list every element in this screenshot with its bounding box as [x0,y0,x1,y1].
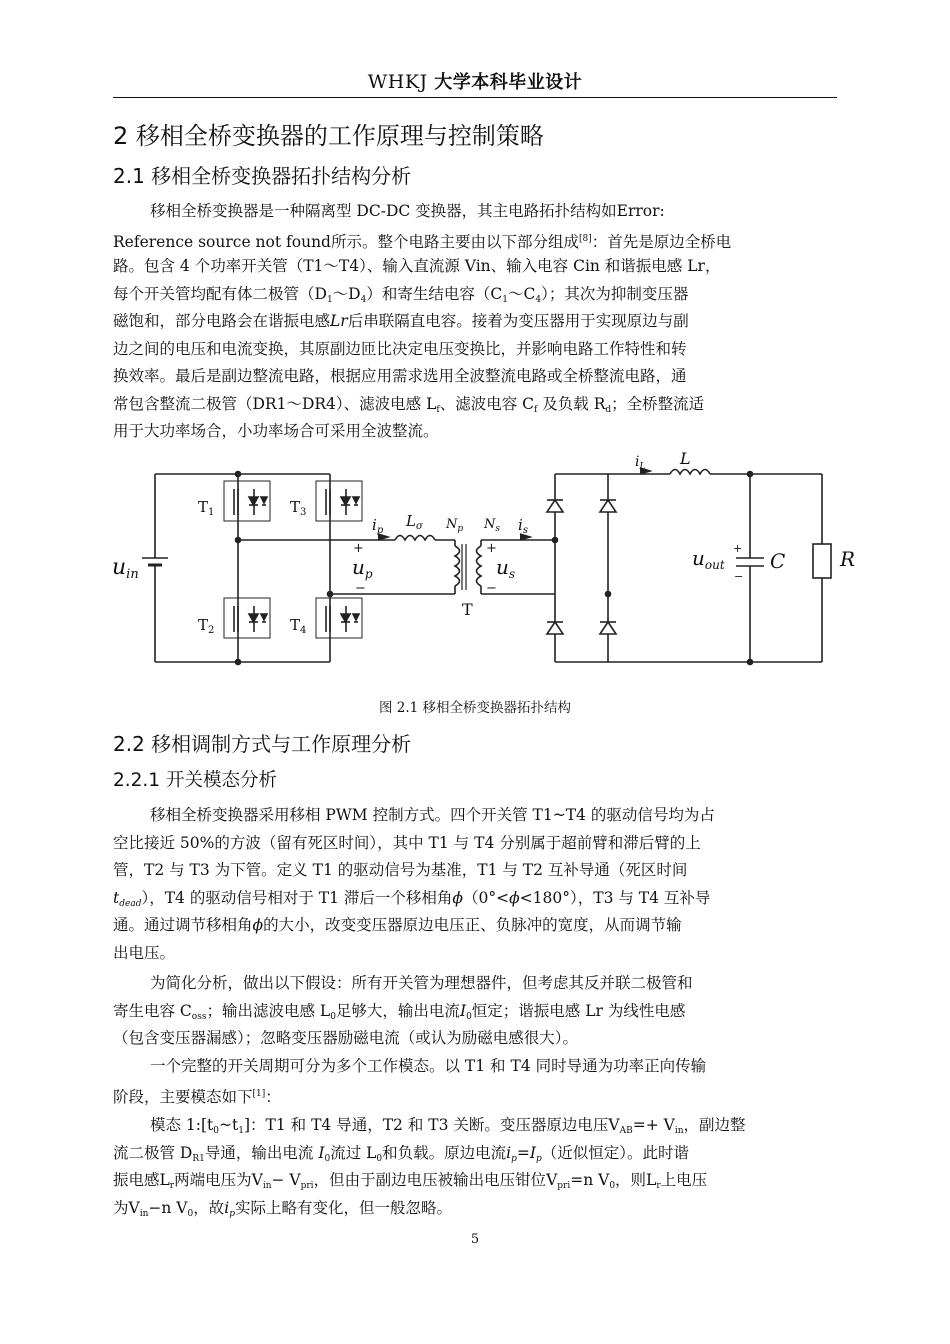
label-uout-plus: + [733,542,743,555]
paragraph-line: 磁饱和，部分电路会在谐振电感Lr后串联隔直电容。接着为变压器用于实现原边与副 [113,312,689,330]
paragraph-line: 路。包含 4 个功率开关管（T1～T4）、输入直流源 Vin、输入电容 Cin 和谐振电感 Lr， [113,257,721,275]
node-dot [236,660,241,665]
rectifier-bridge [547,474,616,662]
paragraph-line: 流二极管 $D_{R1}$导通，输出电流 $I_0$流过 $L_0$和负载。原边电流$i_p=I_p$（近似恒定）。此时谐 [113,1143,690,1164]
header-university: 大学本科毕业设计 [434,72,583,93]
node-dot [328,592,333,597]
paragraph-line: （包含变压器漏感）；忽略变压器励磁电流（或认为励磁电感很大）。 [113,1029,579,1047]
citation-1[interactable]: [1] [252,1088,266,1099]
paragraph-line: 出电压。 [113,943,176,962]
label-uout-minus: − [734,570,744,583]
node-dot [606,592,611,597]
label-u-out: $u_{out}$ [692,546,725,572]
label-l: L [680,449,691,468]
label-transformer: T [462,600,473,619]
switch-t3 [316,481,362,521]
node-dot [748,660,753,665]
section-2-2-paragraph-3 [113,1053,837,1108]
paragraph-line: 空比接近 50%的方波（留有死区时间），其中 T1 与 T4 分别属于超前臂和滞后臂的上 [113,833,701,852]
circuit-diagram [110,449,870,678]
label-i-l: $i_L$ [635,454,646,472]
section-2-1-paragraph [113,198,837,446]
running-header [113,68,837,94]
label-l-sigma: $L_\sigma$ [406,512,423,532]
header-prefix: WHKJ [367,71,428,93]
node-dot [236,472,241,477]
label-t1: $T_1$ [198,498,215,518]
paragraph-line: 常包含整流二极管（DR1～DR4）、滤波电感 $L_f$、滤波电容 $C_f$ 及负载 $R_d$；全桥整流适 [113,394,705,415]
label-up-plus: + [353,541,364,556]
label-i-p: $i_p$ [372,516,384,536]
citation-8[interactable]: [8] [579,233,592,244]
switch-t2 [224,598,270,638]
section-2-2-title: 2.2 移相调制方式与工作原理分析 [113,732,412,756]
label-t3: $T_3$ [290,498,307,518]
label-n-p: $N_p$ [446,517,464,534]
paragraph-line: 边之间的电压和电流变换，其原副边匝比决定电压变换比，并影响电路工作特性和转 [113,339,687,358]
paragraph-line: 用于大功率场合，小功率场合可采用全波整流。 [113,422,439,440]
paragraph-line: 管，T2 与 T3 为下管。定义 T1 的驱动信号为基准，T1 与 T2 互补导通（死区时间 [113,861,688,879]
paragraph-line: Reference source not found所示。整个电路主要由以下部分组成[8]：首先是原边全桥电 [113,232,732,251]
section-2-2-paragraph-2 [113,970,837,1053]
label-t2: $T_2$ [198,616,215,636]
node-dot [748,472,753,477]
paragraph-line: 寄生电容 $C_{oss}$；输出滤波电感 $L_0$足够大，输出电流$I_0$恒定；谐振电感 Lr 为线性电感 [113,1001,686,1022]
paragraph-line: 一个完整的开关周期可分为多个工作模态。以 T1 和 T4 同时导通为功率正向传输 [150,1057,707,1075]
figure-caption: 图 2.1 移相全桥变换器拓扑结构 [378,700,572,716]
label-us-minus: − [486,581,497,596]
label-n-s: $N_s$ [484,517,500,534]
section-2-1-title: 2.1 移相全桥变换器拓扑结构分析 [113,164,412,188]
label-u-in: uin [112,555,139,582]
paragraph-line: 移相全桥变换器采用移相 PWM 控制方式。四个开关管 T1~T4 的驱动信号均为占 [150,806,715,824]
node-dot [553,538,558,543]
paragraph-line: 移相全桥变换器是一种隔离型 DC-DC 变换器，其主电路拓扑结构如Error: [150,202,665,220]
label-c: C [770,549,786,573]
paragraph-line: 模态 $1:[t_0\sim t_1]$：T1 和 T4 导通，T2 和 T3 关断。变压器原边电压$V_{AB}=+ V_{in}$，副边整 [150,1116,746,1136]
paragraph-line: 每个开关管均配有体二极管$(D_1\sim D_4)$和寄生结电容$(C_1\sim C_4)$；其次为抑制变压器 [113,284,689,305]
label-u-s: $u_s$ [496,555,516,581]
label-t4: $T_4$ [290,616,307,636]
paragraph-line: $t_{dead}$），T4 的驱动信号相对于 T1 滞后一个移相角ϕ（0°<ϕ<180°），T3 与 T4 互补导 [113,888,711,909]
paragraph-line: 为$V_{in}-n$ $V_0$，故$i_p$实际上略有变化，但一般忽略。 [113,1198,452,1219]
paragraph-line: 通。通过调节移相角ϕ的大小，改变变压器原边电压正、负脉冲的宽度，从而调节输 [113,916,682,934]
header-rule [113,97,837,98]
page-number: 5 [470,1232,480,1247]
paragraph-line: 换效率。最后是副边整流电路，根据应用需求选用全波整流电路或全桥整流电路，通 [113,367,687,385]
mode-1-paragraph [113,1112,837,1222]
label-up-minus: − [355,581,366,596]
paragraph-line: 阶段，主要模态如下[1]： [113,1087,281,1106]
node-dot [236,538,241,543]
label-r: R [840,547,856,571]
section-2-2-paragraph-1 [113,802,837,967]
subsection-2-2-1-title: 2.2.1 开关模态分析 [113,770,277,791]
label-us-plus: + [486,541,497,556]
label-u-p: $u_p$ [352,555,373,581]
switch-t4 [316,598,362,638]
paragraph-line: 为简化分析，做出以下假设：所有开关管为理想器件，但考虑其反并联二极管和 [150,974,693,992]
label-i-s: $i_s$ [518,516,528,536]
leakage-inductor [358,534,455,540]
switch-t1 [224,481,270,521]
paragraph-line: 振电感$L_r$两端电压为$V_{in}- V_{pri}$，但由于副边电压被输出电压钳位$V_{pri}=n$ $V_0$，则$L_r$上电压 [113,1171,708,1191]
chapter-title: 2 移相全桥变换器的工作原理与控制策略 [113,122,544,150]
